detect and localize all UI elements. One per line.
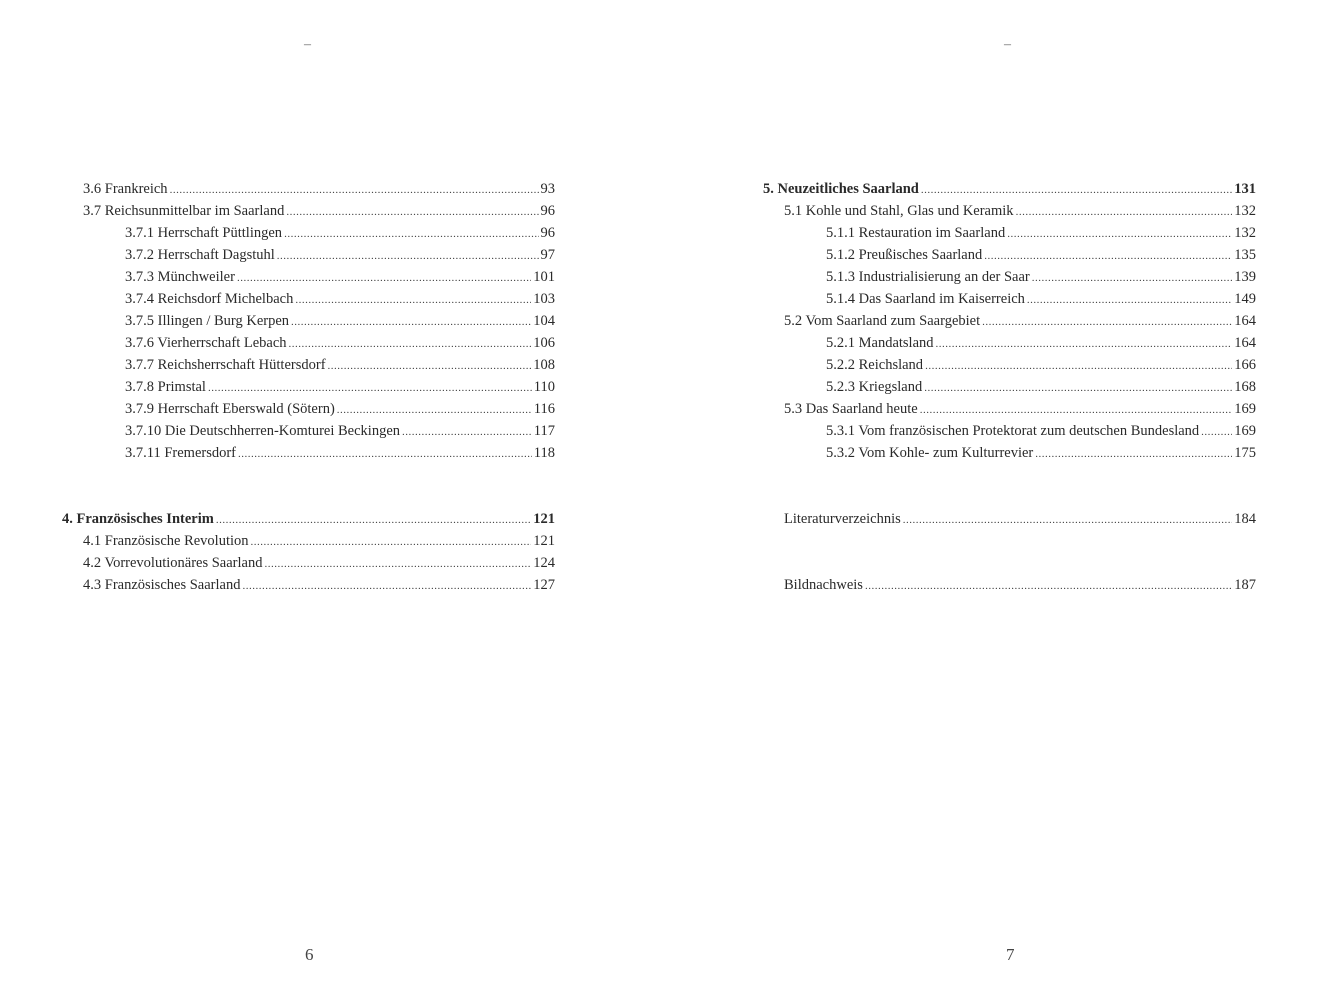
toc-entry-title: 5. Neuzeitliches Saarland [763, 181, 919, 197]
toc-entry [763, 244, 1256, 266]
toc-entry-title: 5.2.1 Mandatsland [826, 335, 934, 351]
dot-leader [982, 311, 1232, 333]
dot-leader [1016, 201, 1233, 223]
toc-entry-title: 5.3.2 Vom Kohle- zum Kulturrevier [826, 445, 1034, 461]
toc-entry-page: 103 [533, 291, 555, 307]
toc-entry-page: 110 [533, 379, 555, 395]
toc-entry-title: 3.7.2 Herrschaft Dagstuhl [125, 247, 275, 263]
toc-entry-title: 3.7.10 Die Deutschherren-Komturei Beckingen [125, 423, 401, 439]
toc-block [62, 508, 555, 596]
toc-entry [763, 200, 1256, 222]
toc-entry [62, 530, 555, 552]
dot-leader [286, 201, 538, 223]
toc-entry [763, 420, 1256, 442]
toc-entry-page: 135 [1234, 247, 1256, 263]
toc-entry-page: 116 [533, 401, 555, 417]
toc-entry [62, 552, 555, 574]
toc-entry-page: 101 [533, 269, 555, 285]
dot-leader [865, 575, 1232, 597]
toc-entry-title: 3.6 Frankreich [83, 181, 168, 197]
dot-leader [920, 399, 1233, 421]
toc-entry-title: 3.7.3 Münchweiler [125, 269, 235, 285]
page-top-mark: – [1004, 37, 1011, 52]
table-of-contents [763, 178, 1256, 596]
toc-entry-page: 168 [1234, 379, 1256, 395]
toc-entry-title: 5.3.1 Vom französischen Protektorat zum deutschen Bundesland [826, 423, 1200, 439]
dot-leader [337, 399, 532, 421]
dot-leader [1027, 289, 1232, 311]
dot-leader [277, 245, 539, 267]
toc-entry [62, 266, 555, 288]
dot-leader [936, 333, 1233, 355]
toc-entry [62, 420, 555, 442]
toc-entry-page: 104 [533, 313, 555, 329]
toc-entry-title: 3.7.11 Fremersdorf [125, 445, 237, 461]
dot-leader [925, 355, 1232, 377]
toc-block [763, 178, 1256, 464]
toc-entry-page: 132 [1234, 203, 1256, 219]
toc-entry-page: 97 [540, 247, 555, 263]
toc-entry [62, 508, 555, 530]
toc-entry-title: 3.7 Reichsunmittelbar im Saarland [83, 203, 285, 219]
toc-entry-page: 169 [1234, 423, 1256, 439]
toc-entry-page: 164 [1234, 335, 1256, 351]
toc-entry [62, 376, 555, 398]
toc-entry [62, 310, 555, 332]
toc-entry [763, 332, 1256, 354]
toc-entry-page: 93 [540, 181, 555, 197]
toc-entry-title: 5.1.4 Das Saarland im Kaiserreich [826, 291, 1025, 307]
dot-leader [1032, 267, 1232, 289]
toc-entry [62, 288, 555, 310]
page-number: 7 [1006, 945, 1015, 964]
toc-entry-page: 96 [540, 225, 555, 241]
toc-entry-page: 124 [533, 555, 555, 571]
toc-entry-page: 127 [533, 577, 555, 593]
toc-entry-page: 175 [1234, 445, 1256, 461]
toc-entry [62, 332, 555, 354]
toc-entry-title: 3.7.9 Herrschaft Eberswald (Sötern) [125, 401, 335, 417]
toc-entry-page: 118 [533, 445, 555, 461]
dot-leader [208, 377, 532, 399]
toc-entry-page: 187 [1234, 577, 1256, 593]
toc-entry-page: 117 [533, 423, 555, 439]
dot-leader [1035, 443, 1232, 465]
dot-leader [216, 509, 531, 531]
page-top-mark: – [304, 37, 311, 52]
toc-entry-page: 164 [1234, 313, 1256, 329]
toc-entry-title: 5.1.1 Restauration im Saarland [826, 225, 1006, 241]
dot-leader [289, 333, 532, 355]
toc-block [763, 574, 1256, 596]
dot-leader [238, 443, 532, 465]
toc-entry [763, 310, 1256, 332]
toc-entry [62, 244, 555, 266]
toc-entry-page: 166 [1234, 357, 1256, 373]
toc-entry-page: 106 [533, 335, 555, 351]
toc-entry-page: 139 [1234, 269, 1256, 285]
toc-entry-page: 149 [1234, 291, 1256, 307]
dot-leader [264, 553, 531, 575]
toc-entry [763, 574, 1256, 596]
toc-entry [763, 376, 1256, 398]
toc-entry-title: 3.7.5 Illingen / Burg Kerpen [125, 313, 290, 329]
dot-leader [242, 575, 531, 597]
toc-entry [62, 442, 555, 464]
dot-leader [251, 531, 532, 553]
toc-entry [763, 398, 1256, 420]
toc-entry [62, 398, 555, 420]
toc-entry-title: 5.1.3 Industrialisierung an der Saar [826, 269, 1030, 285]
toc-entry-title: 4.1 Französische Revolution [83, 533, 249, 549]
toc-entry [763, 442, 1256, 464]
toc-entry [62, 354, 555, 376]
toc-entry [763, 222, 1256, 244]
page-number: 6 [305, 945, 314, 964]
dot-leader [984, 245, 1232, 267]
toc-entry [763, 354, 1256, 376]
toc-entry-title: 5.1 Kohle und Stahl, Glas und Keramik [784, 203, 1014, 219]
toc-entry [763, 266, 1256, 288]
dot-leader [291, 311, 531, 333]
dot-leader [1007, 223, 1232, 245]
dot-leader [328, 355, 532, 377]
toc-entry-title: 5.3 Das Saarland heute [784, 401, 918, 417]
toc-entry-title: 5.1.2 Preußisches Saarland [826, 247, 983, 263]
toc-entry [62, 178, 555, 200]
toc-entry-page: 121 [533, 511, 555, 527]
toc-entry-title: 3.7.4 Reichsdorf Michelbach [125, 291, 294, 307]
dot-leader [284, 223, 538, 245]
dot-leader [295, 289, 531, 311]
toc-block [763, 508, 1256, 530]
table-of-contents [62, 178, 555, 596]
toc-entry-page: 96 [540, 203, 555, 219]
toc-entry-title: Bildnachweis [784, 577, 863, 593]
dot-leader [1201, 421, 1232, 443]
toc-entry [763, 178, 1256, 200]
toc-entry-title: 3.7.1 Herrschaft Püttlingen [125, 225, 283, 241]
dot-leader [402, 421, 532, 443]
toc-entry [763, 288, 1256, 310]
toc-entry [62, 200, 555, 222]
toc-entry-title: 4.2 Vorrevolutionäres Saarland [83, 555, 263, 571]
toc-entry-title: 3.7.7 Reichsherrschaft Hüttersdorf [125, 357, 326, 373]
toc-entry-page: 169 [1234, 401, 1256, 417]
toc-entry [62, 574, 555, 596]
toc-entry-page: 131 [1234, 181, 1256, 197]
toc-entry-title: 5.2.3 Kriegsland [826, 379, 923, 395]
toc-entry-page: 121 [533, 533, 555, 549]
toc-entry-page: 108 [533, 357, 555, 373]
toc-block [62, 178, 555, 464]
toc-entry-page: 132 [1234, 225, 1256, 241]
dot-leader [903, 509, 1233, 531]
toc-entry-page: 184 [1234, 511, 1256, 527]
dot-leader [921, 179, 1232, 201]
dot-leader [170, 179, 539, 201]
dot-leader [924, 377, 1232, 399]
toc-entry-title: 4.3 Französisches Saarland [83, 577, 241, 593]
toc-entry-title: 3.7.8 Primstal [125, 379, 206, 395]
dot-leader [237, 267, 531, 289]
toc-entry-title: 5.2.2 Reichsland [826, 357, 924, 373]
toc-entry [62, 222, 555, 244]
toc-entry-title: 5.2 Vom Saarland zum Saargebiet [784, 313, 981, 329]
toc-entry-title: 4. Französisches Interim [62, 511, 214, 527]
toc-entry [763, 508, 1256, 530]
toc-entry-title: 3.7.6 Vierherrschaft Lebach [125, 335, 287, 351]
toc-entry-title: Literaturverzeichnis [784, 511, 901, 527]
right-page [659, 0, 1318, 1000]
